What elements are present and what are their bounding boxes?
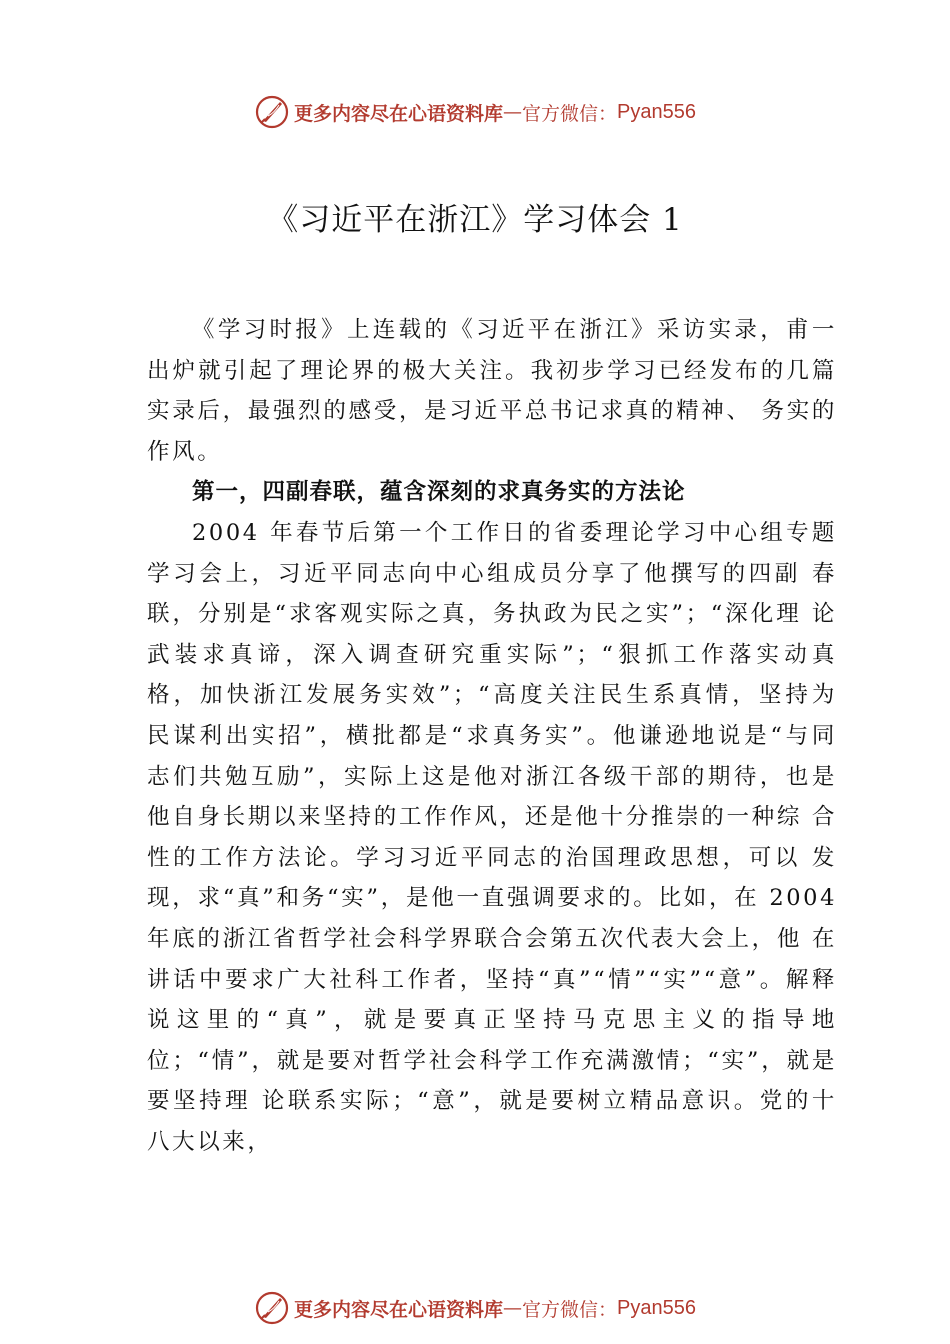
document-title: 《习近平在浙江》学习体会 1 bbox=[267, 202, 683, 238]
quill-logo-icon bbox=[254, 94, 290, 130]
banner-wechat-id: Pyan556 bbox=[617, 1296, 696, 1319]
banner-wechat-label: 官方微信： bbox=[522, 1298, 618, 1321]
intro-paragraph: 《学习时报》上连载的《习近平在浙江》采访实录，甫一出炉就引起了理论界的极大关注。我初步学习已经发布的几篇实录后，最强烈的感受，是习近平总书记求真的精神、 务实的作风。 bbox=[147, 317, 837, 465]
quill-logo-icon bbox=[254, 1290, 290, 1326]
document-body bbox=[147, 310, 837, 1162]
section-heading: 第一，四副春联，蕴含深刻的求真务实的方法论 bbox=[192, 479, 686, 506]
banner-wechat-label: 官方微信： bbox=[522, 102, 618, 125]
banner-brand-text: 更多内容尽在心语资料库 bbox=[294, 1298, 504, 1321]
banner-dash: — bbox=[503, 101, 523, 123]
header-banner bbox=[0, 92, 950, 132]
banner-dash: — bbox=[503, 1297, 523, 1319]
banner-wechat-id: Pyan556 bbox=[617, 100, 696, 123]
banner-brand-text: 更多内容尽在心语资料库 bbox=[294, 102, 504, 125]
body-paragraph: 2004 年春节后第一个工作日的省委理论学习中心组专题学习会上，习近平同志向中心组成员分享了他撰写的四副 春联，分别是“求客观实际之真，务执政为民之实”；“深化理 论武装求真谛，深入调查研究重实际”；“狠抓工作落实动真 格，加快浙江发展务实效”；“高度关注民生系真情，坚持为 民谋利出实招”，横批都是“求真务实”。他谦逊地说是“与同 志们共勉互励”，实际上这是他对浙江各级干部的期待，也是 他自身长期以来坚持的工作作风，还是他十分推崇的一种综 合性的工作方法论。学习习近平同志的治国理政思想，可以 发现，求“真”和务“实”，是他一直强调要求的。比如，在 2004 年底的浙江省哲学社会科学界联合会第五次代表大会上，他 在讲话中要求广大社科工作者，坚持“真”“情”“实”“意”。解释说这里的“真”，就是要真正坚持马克思主义的指导地位；“情”，就是要对哲学社会科学工作充满激情；“实”，就是要坚持理 论联系实际；“意”，就是要树立精品意识。党的十八大以来， bbox=[147, 519, 837, 1155]
footer-banner bbox=[0, 1288, 950, 1328]
